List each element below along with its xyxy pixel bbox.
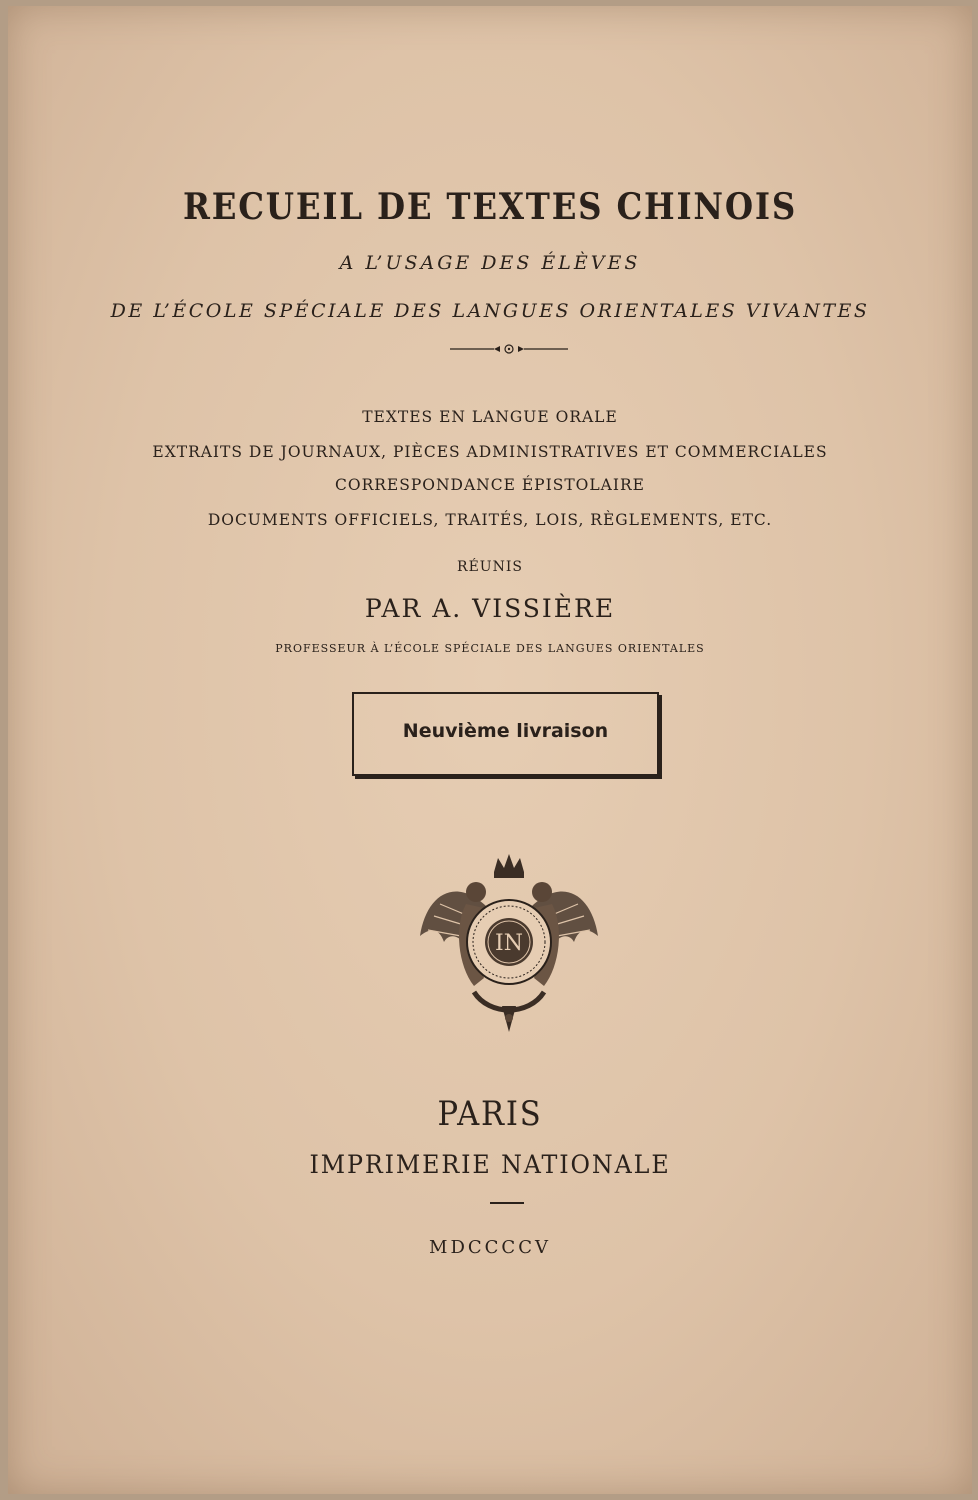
issue-box bbox=[352, 692, 659, 776]
subtitle-line-1: A L’USAGE DES ÉLÈVES bbox=[339, 252, 641, 274]
contents-line-1: TEXTES EN LANGUE ORALE bbox=[362, 408, 618, 426]
compiled-label: RÉUNIS bbox=[457, 559, 523, 575]
divider-rule bbox=[490, 1202, 524, 1204]
imprimerie-nationale-emblem-icon bbox=[414, 846, 604, 1036]
svg-text:IN: IN bbox=[495, 931, 523, 956]
author-name: PAR A. VISSIÈRE bbox=[364, 594, 616, 623]
contents-line-2: EXTRAITS DE JOURNAUX, PIÈCES ADMINISTRATIVES ET COMMERCIALES bbox=[152, 443, 828, 461]
issue-label: Neuvième livraison bbox=[402, 720, 609, 742]
subtitle-line-2: DE L’ÉCOLE SPÉCIALE DES LANGUES ORIENTALES VIVANTES bbox=[110, 300, 870, 322]
contents-line-3: CORRESPONDANCE ÉPISTOLAIRE bbox=[335, 476, 645, 494]
publication-city: PARIS bbox=[437, 1094, 543, 1134]
author-title: PROFESSEUR À L’ÉCOLE SPÉCIALE DES LANGUES ORIENTALES bbox=[275, 642, 705, 655]
cover-page bbox=[8, 6, 972, 1494]
book-title: RECUEIL DE TEXTES CHINOIS bbox=[182, 186, 798, 228]
publisher-name: IMPRIMERIE NATIONALE bbox=[309, 1150, 671, 1179]
contents-line-4: DOCUMENTS OFFICIELS, TRAITÉS, LOIS, RÈGLEMENTS, ETC. bbox=[207, 511, 773, 529]
publication-year: MDCCCCV bbox=[429, 1237, 551, 1258]
ornament-divider-icon bbox=[450, 342, 568, 356]
